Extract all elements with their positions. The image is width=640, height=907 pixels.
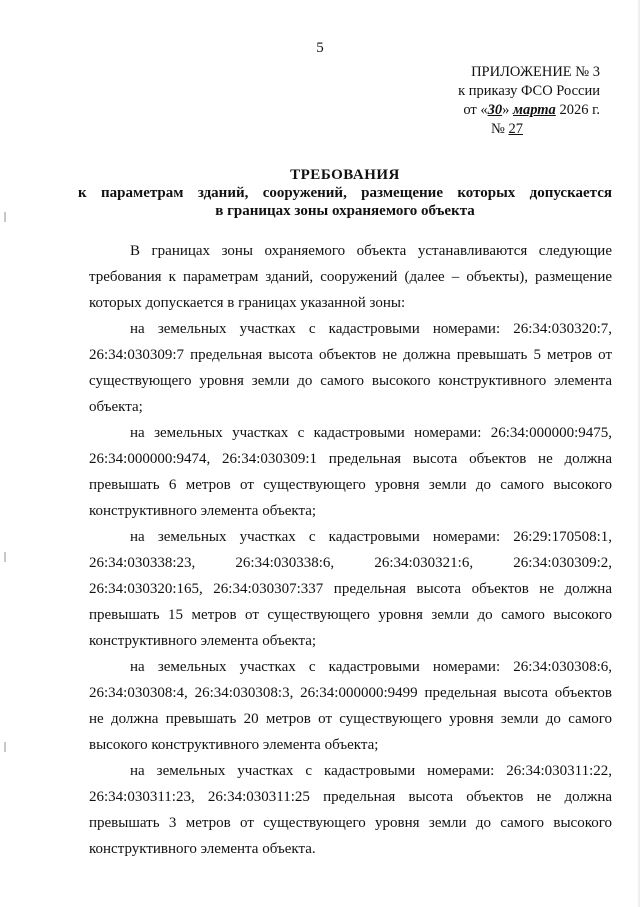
number-value: 27 [508,121,523,137]
number-prefix: № [491,121,505,137]
date-year: 2026 г. [559,102,600,118]
title-line-3: в границах зоны охраняемого объекта [215,203,475,219]
appendix-number [400,120,600,139]
appendix-header [400,63,600,139]
title-heading: ТРЕБОВАНИЯ [290,167,400,183]
appendix-order-ref: к приказу ФСО России [458,83,600,99]
document-body [89,238,612,862]
scan-mark [4,552,6,562]
paragraph-requirement: на земельных участках с кадастровыми номерами: 26:34:030320:7, 26:34:030309:7 предельная высота объектов не должна превышать 5 метров от существующего уровня земли до самого высокого конструктивного элемента объекта; [89,321,612,415]
date-month: марта [513,102,556,118]
appendix-date [400,101,600,120]
paragraph-requirement: на земельных участках с кадастровыми номерами: 26:34:030311:22, 26:34:030311:23, 26:34:030311:25 предельная высота объектов не должна превышать 3 метров от существующего уровня земли до самого высокого конструктивного элемента объекта. [89,763,612,857]
paragraph-requirement: на земельных участках с кадастровыми номерами: 26:34:000000:9475, 26:34:000000:9474, 26:34:030309:1 предельная высота объектов не должна превышать 6 метров от существующего уровня земли до самого высокого конструктивного элемента объекта; [89,425,612,519]
scan-mark [4,212,6,222]
page-number: 5 [316,40,324,56]
date-prefix: от « [463,102,488,118]
paragraph-requirement: на земельных участках с кадастровыми номерами: 26:34:030308:6, 26:34:030308:4, 26:34:030308:3, 26:34:000000:9499 предельная высота объектов не должна превышать 20 метров от существующего уровня земли до самого высокого конструктивного элемента объекта; [89,659,612,753]
appendix-title: ПРИЛОЖЕНИЕ № 3 [471,64,600,80]
document-title [78,166,612,220]
paragraph-intro: В границах зоны охраняемого объекта устанавливаются следующие требования к параметрам зданий, сооружений (далее – объекты), размещение которых допускается в границах указанной зоны: [89,243,612,311]
paragraph-requirement: на земельных участках с кадастровыми номерами: 26:29:170508:1, 26:34:030338:23, 26:34:030338:6, 26:34:030321:6, 26:34:030309:2, 26:34:030320:165, 26:34:030307:337 предельная высота объектов не должна превышать 15 метров от существующего уровня земли до самого высокого конструктивного элемента объекта; [89,529,612,649]
date-day: 30 [487,102,503,118]
date-mid: » [502,102,510,118]
title-line-2: к параметрам зданий, сооружений, размещение которых допускается [78,185,612,201]
scan-mark [4,742,6,752]
